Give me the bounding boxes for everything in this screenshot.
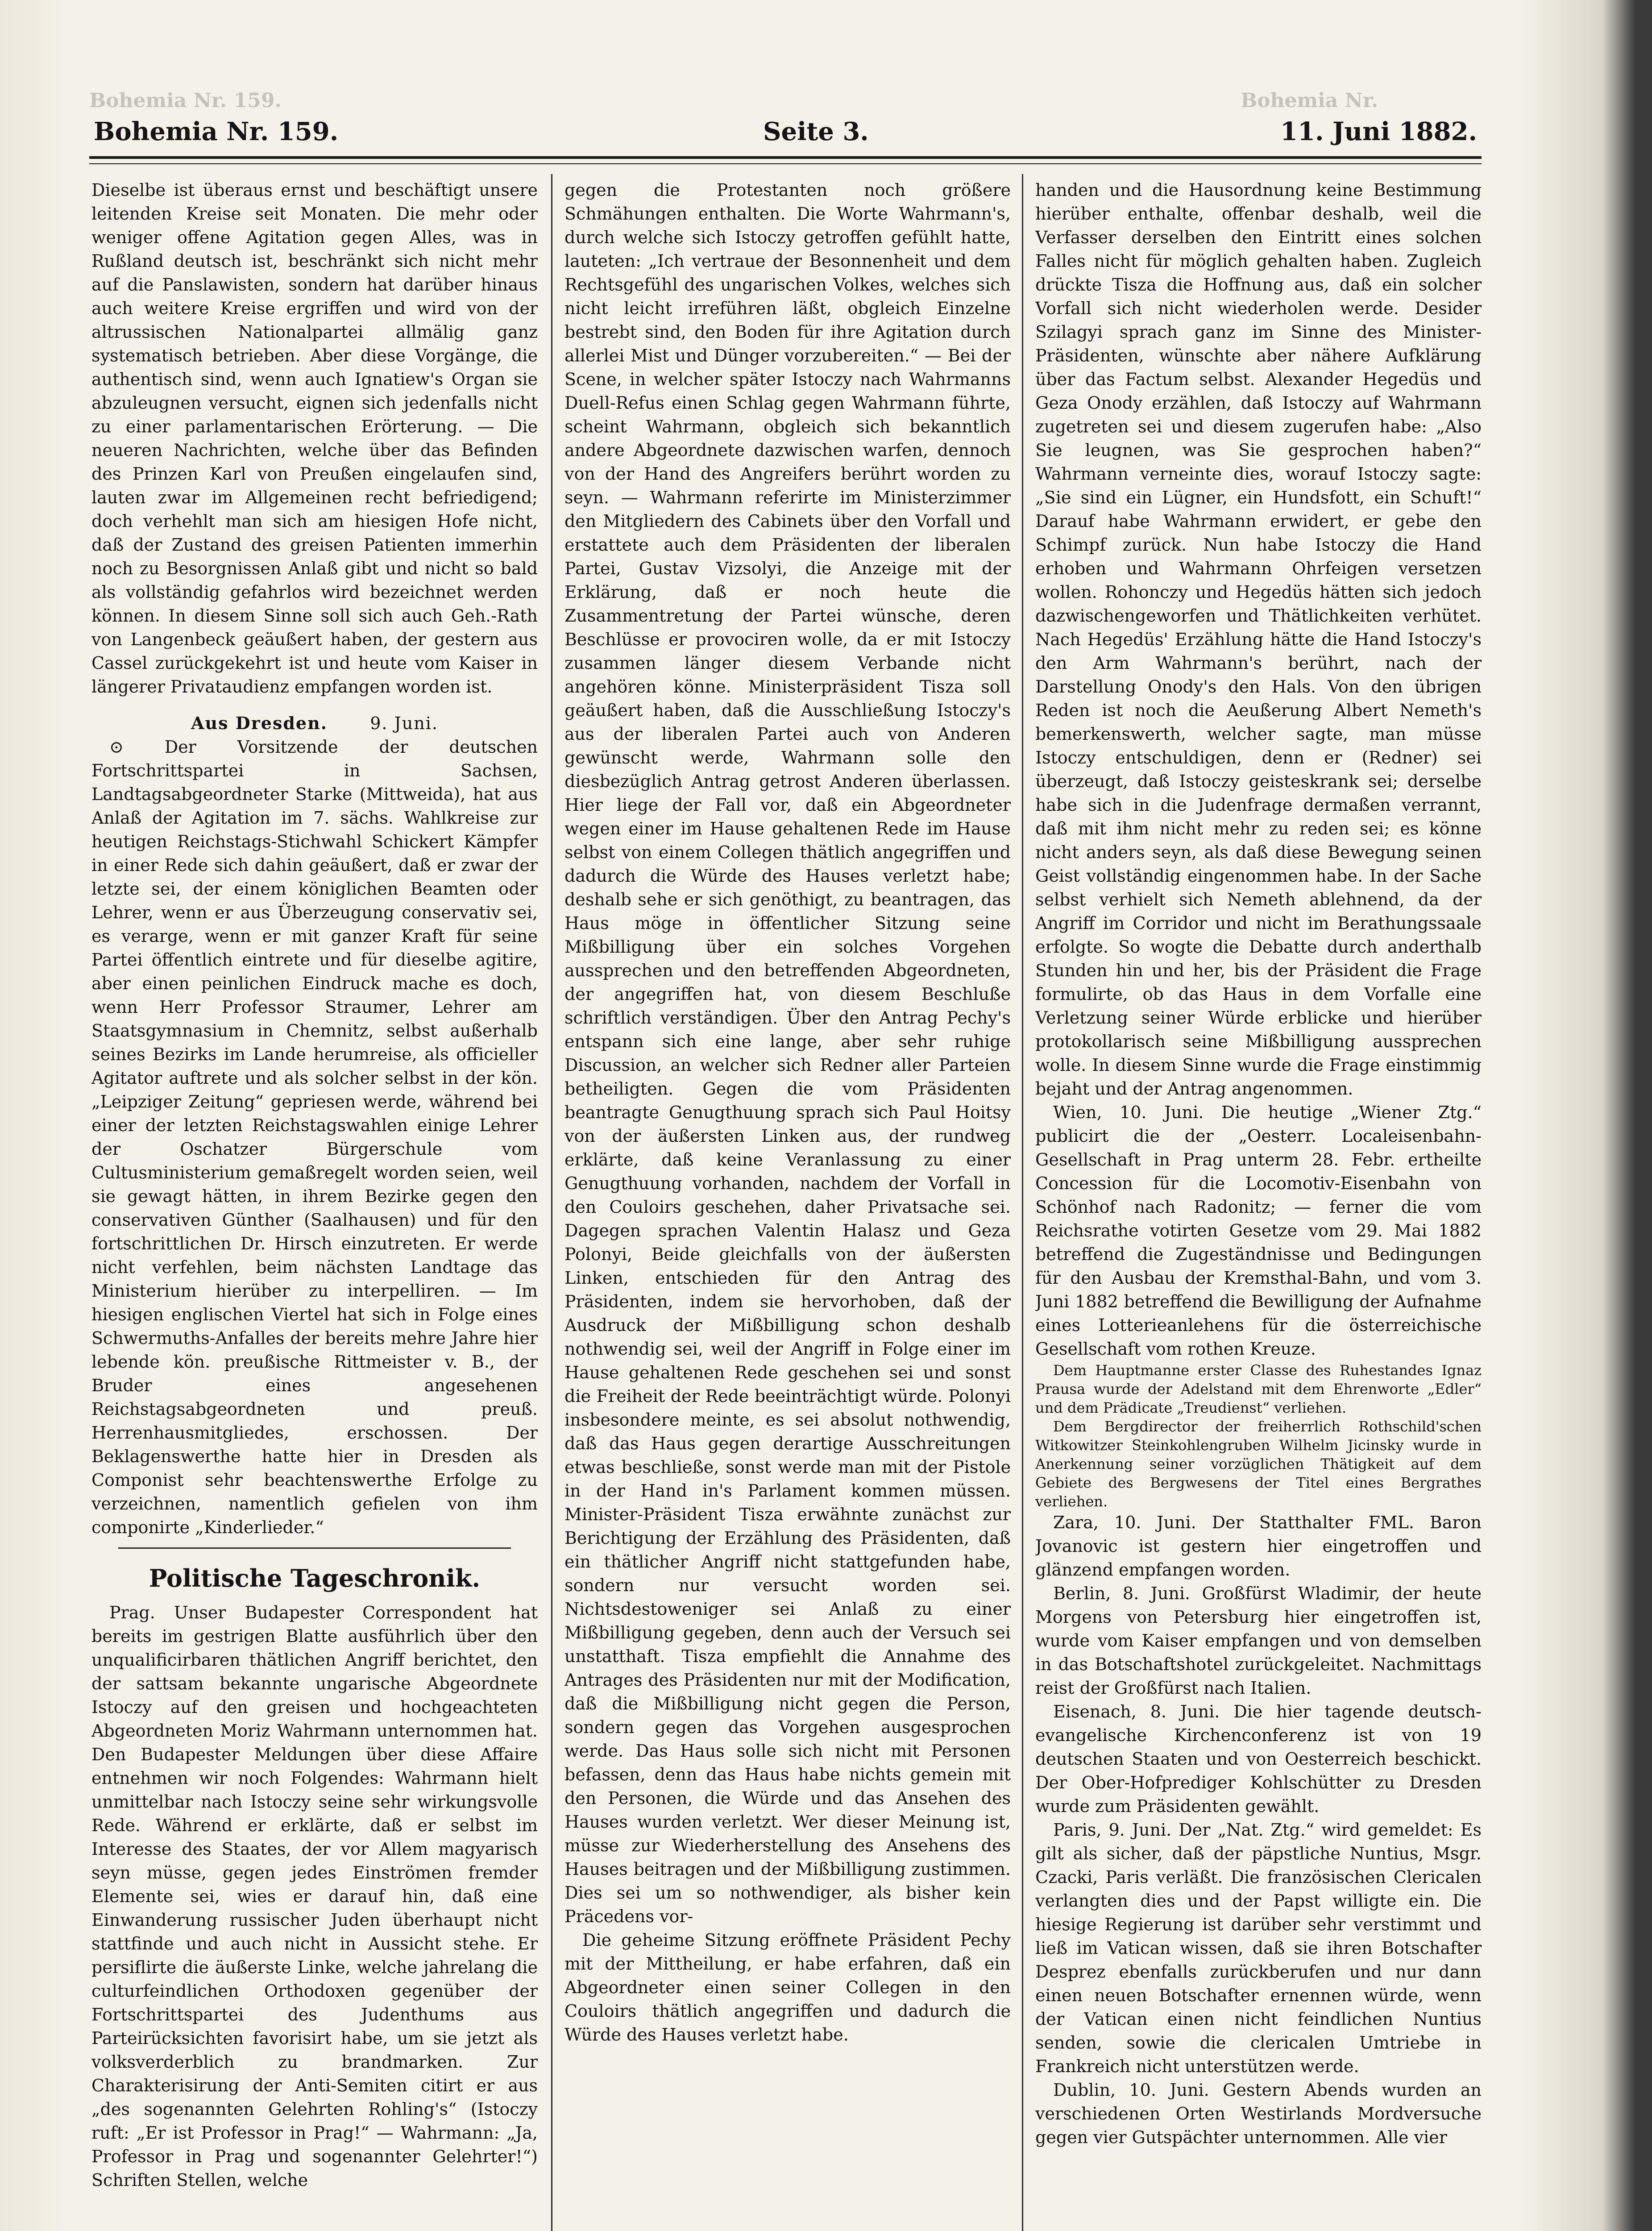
news-item-paris: Paris, 9. Juni. Der „Nat. Ztg.“ wird gemeldet: Es gilt als sicher, daß der päpstliche Nuntius, Msgr. Czacki, Paris verläßt. Die französischen Clericalen verlangten dies und der Papst willigte ein. Die hiesige Regierung ist darüber sehr verstimmt und ließ im Vatican wissen, daß sie ihren Botschafter Desprez ebenfalls zurückberufen und nur dann einen neuen Botschafter ernennen würde, wenn der Vatican einen nicht feindlichen Nuntius senden, sowie die clericalen Umtriebe in Frankreich nicht unterstützen werde. (1035, 1820, 1482, 2076)
article-paragraph: handen und die Hausordnung keine Bestimmung hierüber enthalte, offenbar deshalb, weil die Verfasser derselben den Eintritt eines solchen Falles nicht für möglich gehalten haben. Zugleich drückte Tisza die Hoffnung aus, daß ein solcher Vorfall sich nicht wiederholen werde. Desider Szilagyi sprach ganz im Sinne des Minister-Präsidenten, wünschte aber nähere Aufklärung über das Factum selbst. Alexander Hegedüs und Geza Onody erzählen, daß Istoczy auf Wahrmann zugetreten sei und diesem zugerufen habe: „Also Sie leugnen, was Sie gesprochen haben?“ Wahrmann verneinte dies, worauf Istoczy sagte: „Sie sind ein Lügner, ein Hundsfott, ein Schuft!“ Darauf habe Wahrmann erwidert, er gebe den Schimpf zurück. Nun habe Istoczy die Hand erhoben und Wahrmann Ohrfeigen versetzen wollen. Rohonczy und Hegedüs hätten sich jedoch dazwischengeworfen und Thätlichkeiten verhütet. Nach Hegedüs' Erzählung hätte die Hand Istoczy's den Arm Wahrmann's berührt, nach der Darstellung Onody's den Hals. Von den übrigen Reden ist noch die Aeußerung Albert Nemeth's bemerkenswerth, welcher sagte, man müsse Istoczy entschuldigen, denn er (Redner) sei überzeugt, daß Istoczy geisteskrank sei; derselbe habe sich in die Judenfrage dermaßen verrannt, daß mit ihm nicht mehr zu reden sei; es könne nicht anders seyn, als daß diese Bewegung seinen Geist vollständig eingenommen habe. In der Sache selbst verhielt sich Nemeth ablehnend, da der Angriff im Corridor und nicht im Berathungssaale erfolgte. So wogte die Debatte durch anderthalb Stunden hin und her, bis der Präsident die Frage formulirte, ob das Haus in dem Vorfalle eine Verletzung seiner Würde erblicke und hierüber protokollarisch seine Mißbilligung aussprechen wolle. In diesem Sinne wurde die Frage einstimmig bejaht und der Antrag angenommen. (1035, 180, 1482, 1099)
section-title: Politische Tageschronik. (149, 1564, 481, 1592)
bleedthrough-right: Bohemia Nr. (1241, 89, 1378, 112)
article-paragraph: Dieselbe ist überaus ernst und beschäftigt unsere leitenden Kreise seit Monaten. Die mehr oder weniger offene Agitation gegen Alles, was in Rußland deutsch ist, beschränkt sich nicht mehr auf die Panslawisten, sondern hat darüber hinaus auch weitere Kreise ergriffen und wird von der altrussischen Nationalpartei allmälig ganz systematisch betrieben. Aber diese Vorgänge, die authentisch sind, wenn auch Ignatiew's Organ sie abzuleugnen versucht, eignen sich jedenfalls nicht zu einer parlamentarischen Erörterung. — Die neueren Nachrichten, welche über das Befinden des Prinzen Karl von Preußen eingelaufen sind, lauten zwar im Allgemeinen recht befriedigend; doch verhehlt man sich am hiesigen Hofe nicht, daß der Zustand des greisen Patienten immerhin noch zu Besorgnissen Anlaß gibt und nicht so bald als vollständig gefahrlos wird bezeichnet werden können. In diesem Sinne soll sich auch Geh.-Rath von Langenbeck geäußert haben, der gestern aus Cassel zurückgekehrt ist und heute vom Kaiser in längerer Privataudienz empfangen worden ist. (91, 180, 538, 697)
issue-number: Bohemia Nr. 159. (94, 117, 339, 146)
notice-small: Dem Hauptmanne erster Classe des Ruhestandes Ignaz Prausa wurde der Adelstand mit dem Ehrenworte „Edler“ und dem Prädicate „Treudienst“ verliehen. (1035, 1362, 1482, 1416)
news-item-berlin: Berlin, 8. Juni. Großfürst Wladimir, der heute Morgens von Petersburg hier eingetroffen ist, wurde vom Kaiser empfangen und von demselben in das Botschaftshotel zurückgeleitet. Nachmittags reist der Großfürst nach Italien. (1035, 1584, 1482, 1698)
issue-date: 11. Juni 1882. (1280, 117, 1477, 146)
article-paragraph: ⊙ Der Vorsitzende der deutschen Fortschrittspartei in Sachsen, Landtagsabgeordneter Starke (Mittweida), hat aus Anlaß der Agitation im 7. sächs. Wahlkreise zur heutigen Reichstags-Stichwahl Schickert Kämpfer in einer Rede sich dahin geäußert, daß er zwar der letzte sei, der einem königlichen Beamten oder Lehrer, wenn er aus Überzeugung conservativ sei, es verarge, wenn er mit ganzer Kraft für seine Partei öffentlich eintrete und für dieselbe agitire, aber einen peinlichen Eindruck mache es doch, wenn Herr Professor Straumer, Lehrer am Staatsgymnasium in Chemnitz, selbst außerhalb seines Bezirks im Lande herumreise, als officieller Agitator auftrete und als solcher selbst in der kön. „Leipziger Zeitung“ gepriesen werde, während bei einer der letzten Reichstagswahlen einige Lehrer der Oschatzer Bürgerschule vom Cultusministerium gemaßregelt worden seien, weil sie gewagt hätten, in ihrem Bezirke gegen den conservativen Günther (Saalhausen) und für den fortschrittlichen Dr. Hirsch einzutreten. Er werde nicht verfehlen, beim nächsten Landtage das Ministerium hierüber zu interpelliren. — Im hiesigen englischen Viertel hat sich in Folge eines Schwermuths-Anfalles der bereits mehre Jahre hier lebende kön. preußische Rittmeister v. B., der Bruder eines angesehenen Reichstagsabgeordneten und preuß. Herrenhausmitgliedes, erschossen. Der Beklagenswerthe hatte hier in Dresden als Componist sehr beachtenswerthe Erfolge zu verzeichnen, namentlich gefielen von ihm componirte „Kinderlieder.“ (91, 737, 538, 1537)
page-number: Seite 3. (763, 117, 869, 146)
column-1 (91, 178, 538, 2231)
section-separator (118, 1547, 511, 1549)
article-paragraph: Prag. Unser Budapester Correspondent hat bereits im gestrigen Blatte ausführlich über den unqualificirbaren thätlichen Angriff berichtet, den der sattsam bekannte ungarische Abgeordnete Istoczy auf den greisen und hochgeachteten Abgeordneten Moriz Wahrmann unternommen hat. Den Budapester Meldungen über diese Affaire entnehmen wir noch Folgendes: Wahrmann hielt unmittelbar nach Istoczy seine sehr wirkungsvolle Rede. Während er erklärte, daß er selbst im Interesse des Staates, der vor Allem magyarisch seyn müsse, gegen jedes Einströmen fremder Elemente sei, wies er darauf hin, daß eine Einwanderung russischer Juden überhaupt nicht stattfinde und auch nicht in Aussicht stehe. Er persiflirte die äußerste Linke, welche jahrelang die culturfeindlichen Orthodoxen gegenüber der Fortschrittspartei des Judenthums aus Parteirücksichten favorisirt habe, um sie jetzt als volksverderblich zu brandmarken. Zur Charakterisirung der Anti-Semiten citirt er aus „des sogenannten Gelehrten Rohling's“ (Istoczy ruft: „Er ist Professor in Prag!“ — Wahrmann: „Ja, Professor in Prag und sogenannter Gelehrter!“) Schriften Stellen, welche (91, 1603, 538, 2190)
news-item-eisenach: Eisenach, 8. Juni. Die hier tagende deutsch-evangelische Kirchenconferenz ist von 19 deutschen Staaten und von Oesterreich beschickt. Der Ober-Hofprediger Kohlschütter zu Dresden wurde zum Präsidenten gewählt. (1035, 1702, 1482, 1816)
column-3 (1035, 178, 1482, 2231)
bleedthrough-left: Bohemia Nr. 159. (89, 89, 282, 112)
page-header (94, 117, 1477, 153)
article-paragraph: gegen die Protestanten noch größere Schmähungen enthalten. Die Worte Wahrmann's, durch welche sich Istoczy getroffen gefühlt hatte, lauteten: „Ich vertraue der Besonnenheit und dem Rechtsgefühl des ungarischen Volkes, welches sich nicht leicht irreführen läßt, obgleich Einzelne bestrebt sind, den Boden für ihre Agitation durch allerlei Mist und Dünger vorzubereiten.“ — Bei der Scene, in welcher später Istoczy nach Wahrmanns Duell-Refus einen Schlag gegen Wahrmann führte, scheint Wahrmann, obgleich sich bekanntlich andere Abgeordnete dazwischen warfen, dennoch von der Hand des Angreifers berührt worden zu seyn. — Wahrmann referirte im Ministerzimmer den Mitgliedern des Cabinets über den Vorfall und erstattete auch dem Präsidenten der liberalen Partei, Gustav Vizsolyi, die Anzeige mit der Erklärung, daß er noch heute die Zusammentretung der Partei wünsche, deren Beschlüsse er provociren wolle, da er mit Istoczy zusammen länger diesem Verbande nicht angehören könne. Ministerpräsident Tisza soll geäußert haben, daß die Ausschließung Istoczy's aus der liberalen Partei auch von Anderen gewünscht werde, Wahrmann solle den diesbezüglich Antrag getrost Anderen überlassen. Hier liege der Fall vor, daß ein Abgeordneter wegen einer im Hause gehaltenen Rede im Hause selbst von einem Collegen thätlich angegriffen und dadurch die Würde des Hauses verletzt habe; deshalb sehe er sich genöthigt, zu beantragen, das Haus möge in öffentlicher Sitzung seine Mißbilligung über ein solches Vorgehen aussprechen und den betreffenden Abgeordneten, der angegriffen hat, von diesem Beschluße schriftlich verständigen. Über den Antrag Pechy's entspann sich eine lange, aber sehr ruhige Discussion, an welcher sich Redner aller Parteien betheiligten. Gegen die vom Präsidenten beantragte Genugthuung sprach sich Paul Hoitsy von der äußersten Linken aus, der rundweg erklärte, daß keine Veranlassung zu einer Genugthuung vorhanden, nachdem der Vorfall in den Couloirs geschehen, daher Privatsache sei. Dagegen sprachen Valentin Halasz und Geza Polonyi, Beide gleichfalls von der äußersten Linken, entschieden für den Antrag des Präsidenten, indem sie hervorhoben, daß der Ausdruck der Mißbilligung schon deshalb nothwendig sei, weil der Angriff in Folge einer im Hause gehaltenen Rede geschehen sei und sonst die Freiheit der Rede beeinträchtigt würde. Polonyi insbesondere meinte, es sei absolut nothwendig, daß das Haus gegen derartige Ausschreitungen etwas beschließe, sonst werde man mit der Pistole in der Hand in's Parlament kommen müssen. Minister-Präsident Tisza erwähnte zunächst zur Berichtigung der Erzählung des Präsidenten, daß ein thätlicher Angriff nicht stattgefunden habe, sondern nur versucht worden sei. Nichtsdestoweniger sei Anlaß zu einer Mißbilligung gegeben, denn auch der Versuch sei unstatthaft. Tisza empfiehlt die Annahme des Antrages des Präsidenten nur mit der Modification, daß die Mißbilligung nicht gegen die Person, sondern gegen das Vorgehen ausgesprochen werde. Das Haus solle sich nicht mit Personen befassen, denn das Haus habe nichts gemein mit den Personen, die Würde und das Ansehen des Hauses wurden verletzt. Wer dieser Meinung ist, müsse zur Wiederherstellung des Ansehens des Hauses beitragen und der Mißbilligung zustimmen. Dies sei um so nothwendiger, als bisher kein Präcedens vor- (565, 180, 1011, 1926)
section-dateline (91, 711, 538, 735)
column-divider (1022, 174, 1023, 2231)
article-paragraph: Die geheime Sitzung eröffnete Präsident Pechy mit der Mittheilung, er habe erfahren, daß ein Abgeordneter einen seiner Collegen in den Couloirs thätlich angegriffen und dadurch die Würde des Hauses verletzt habe. (565, 1930, 1011, 2044)
column-2 (565, 178, 1011, 2231)
dateline-date: 9. Juni. (370, 713, 438, 733)
news-item-zara: Zara, 10. Juni. Der Statthalter FML. Baron Jovanovic ist gestern hier eingetroffen und glänzend empfangen worden. (1035, 1513, 1482, 1580)
dateline-title: Aus Dresden. (191, 713, 328, 733)
header-rule (89, 156, 1482, 164)
column-divider (551, 174, 552, 2231)
news-item-dublin: Dublin, 10. Juni. Gestern Abends wurden an verschiedenen Orten Westirlands Mordversuche gegen vier Gutspächter unternommen. Alle vier (1035, 2080, 1482, 2147)
notice-small: Dem Bergdirector der freiherrlich Rothschild'schen Witkowitzer Steinkohlengruben Wilhelm Jicinsky wurde in Anerkennung seiner vorzüglichen Thätigkeit auf dem Gebiete des Bergwesens der Titel eines Bergrathes verliehen. (1035, 1418, 1482, 1510)
news-item-wien: Wien, 10. Juni. Die heutige „Wiener Ztg.“ publicirt die der „Oesterr. Localeisenbahn-Gesellschaft in Prag unterm 28. Febr. ertheilte Concession für die Locomotiv-Eisenbahn von Schönhof nach Radonitz; — ferner die vom Reichsrathe votirten Gesetze vom 29. Mai 1882 betreffend die Zugeständnisse und Bedingungen für den Ausbau der Kremsthal-Bahn, und vom 3. Juni 1882 betreffend die Bewilligung der Aufnahme eines Lotterieanlehens für die österreichische Gesellschaft vom rothen Kreuze. (1035, 1103, 1482, 1359)
